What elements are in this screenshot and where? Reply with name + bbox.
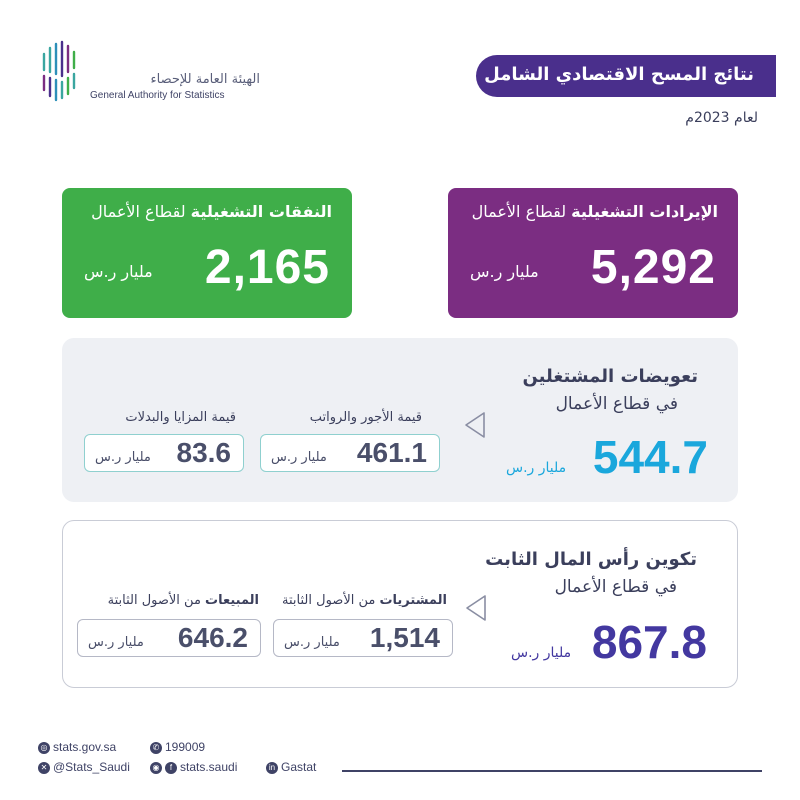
footer-social-text: stats.saudi (180, 760, 238, 774)
footer-twitter[interactable] (38, 760, 130, 774)
footer-website[interactable] (38, 740, 116, 754)
sales-value: 646.2 (177, 622, 248, 653)
expenses-card (62, 188, 352, 318)
triangle-pointer-icon (463, 593, 489, 623)
x-icon: ✕ (38, 762, 50, 774)
footer-phone-text: 199009 (165, 740, 206, 754)
compensation-panel (62, 338, 738, 502)
footer-phone[interactable] (150, 740, 205, 754)
globe-icon: ◎ (38, 742, 50, 754)
benefits-value: 83.6 (176, 437, 231, 468)
sales-label (108, 593, 259, 608)
wages-label: قيمة الأجور والرواتب (309, 410, 422, 425)
compensation-unit: مليار ر.س (506, 460, 567, 476)
revenues-title-bold: الإيرادات التشغيلية (571, 202, 718, 221)
footer-divider (342, 770, 762, 772)
wages-value: 461.1 (356, 437, 427, 468)
gastat-logo (38, 40, 260, 104)
purchases-label (282, 593, 447, 608)
purchases-value: 1,514 (369, 622, 440, 653)
triangle-pointer-icon (462, 410, 488, 440)
sales-label-light: من الأصول الثابتة (107, 593, 206, 608)
gastat-logo-mark (38, 40, 80, 102)
linkedin-icon: in (266, 762, 278, 774)
purchases-box (273, 619, 453, 657)
compensation-subheading: في قطاع الأعمال (555, 394, 678, 414)
org-name-ar: الهيئة العامة للإحصاء (150, 72, 260, 87)
capital-value: 867.8 (591, 616, 707, 668)
expenses-title-light: لقطاع الأعمال (91, 202, 191, 221)
capital-panel (62, 520, 738, 688)
revenues-card (448, 188, 738, 318)
purchases-unit: مليار ر.س (284, 635, 340, 650)
benefits-unit: مليار ر.س (95, 450, 151, 465)
capital-subheading: في قطاع الأعمال (554, 577, 677, 597)
footer-twitter-text: @Stats_Saudi (53, 760, 130, 774)
revenues-title-light: لقطاع الأعمال (471, 202, 572, 221)
benefits-box (84, 434, 244, 472)
sales-label-bold: المبيعات (205, 593, 259, 608)
facebook-icon: f (165, 762, 177, 774)
capital-heading: تكوين رأس المال الثابت (485, 549, 697, 570)
benefits-label: قيمة المزايا والبدلات (125, 410, 236, 425)
compensation-heading: تعويضات المشتغلين (522, 366, 698, 387)
revenues-title (472, 202, 718, 221)
phone-icon: ✆ (150, 742, 162, 754)
purchases-label-light: من الأصول الثابتة (282, 593, 380, 608)
expenses-title (91, 202, 332, 221)
expenses-unit: مليار ر.س (84, 262, 153, 281)
org-name-en: General Authority for Statistics (90, 90, 225, 101)
wages-box (260, 434, 440, 472)
footer-social[interactable] (150, 760, 237, 774)
instagram-icon: ◉ (150, 762, 162, 774)
purchases-label-bold: المشتريات (379, 593, 447, 608)
compensation-value: 544.7 (592, 431, 708, 483)
revenues-value: 5,292 (590, 241, 716, 294)
report-year: لعام 2023م (685, 110, 758, 126)
page-title: نتائج المسح الاقتصادي الشامل (476, 55, 776, 97)
capital-unit: مليار ر.س (511, 645, 572, 661)
revenues-unit: مليار ر.س (470, 262, 539, 281)
expenses-value: 2,165 (204, 241, 330, 294)
sales-unit: مليار ر.س (88, 635, 144, 650)
footer-linkedin-text: Gastat (281, 760, 317, 774)
wages-unit: مليار ر.س (271, 450, 327, 465)
footer-linkedin[interactable] (266, 760, 316, 774)
footer-website-text: stats.gov.sa (53, 740, 117, 754)
sales-box (77, 619, 261, 657)
expenses-title-bold: النفقات التشغيلية (190, 202, 332, 221)
